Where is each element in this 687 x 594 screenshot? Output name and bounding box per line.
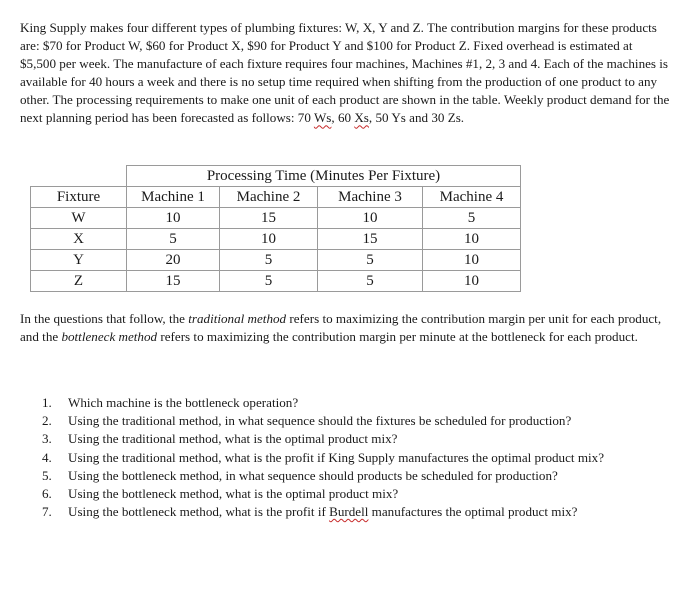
- table-cell: 10: [220, 229, 318, 250]
- question-name-burdell: Burdell: [329, 504, 369, 520]
- table-cell: 5: [220, 271, 318, 292]
- table-cell: 5: [318, 250, 423, 271]
- table-header-row: [31, 187, 521, 208]
- question-list: [20, 394, 670, 521]
- question-number: 6.: [42, 486, 52, 502]
- table-cell: 10: [423, 250, 521, 271]
- table-cell: 5: [127, 229, 220, 250]
- table-cell: 5: [318, 271, 423, 292]
- table-cell: 5: [423, 208, 521, 229]
- table-title: Processing Time (Minutes Per Fixture): [127, 166, 521, 187]
- table-cell: 20: [127, 250, 220, 271]
- question-text: Using the bottleneck method, in what sequence should products be scheduled for production?: [68, 467, 558, 483]
- bottleneck-method-term: bottleneck method: [61, 329, 158, 345]
- statement-xs: Xs: [354, 110, 369, 126]
- question-4: [20, 449, 670, 467]
- table-row: [31, 229, 521, 250]
- traditional-method-term: traditional method: [188, 311, 287, 326]
- question-text: Using the traditional method, what is the optimal product mix?: [68, 431, 398, 447]
- table-cell: 15: [220, 208, 318, 229]
- definitions-text-3: refers to maximizing the contribution margin per minute at the bottleneck for each product.: [157, 329, 638, 345]
- statement-text-1: King Supply makes four different types of plumbing fixtures: W, X, Y and Z. The contribution margins for these products are: $70 for Product W, $60 for Product X, $90 for Product Y and $100 for Product Z. Fixed overhead is estimated at $5,500 per week. The manufacture of each fixture requires four machines, Machines #1, 2, 3 and 4. Each of the machines is available for 40 hours a week and there is no setup time required when shifting from the production of one product to any other. The processing requirements to make one unit of each product are shown in the table. Weekly product demand for the next planning period has been forecasted as follows: 70: [20, 20, 670, 126]
- question-number: 1.: [42, 395, 52, 410]
- table-title-row: [31, 166, 521, 187]
- header-machine-2: Machine 2: [220, 187, 318, 208]
- table-cell: 10: [423, 271, 521, 292]
- processing-time-table: [30, 165, 521, 292]
- table-row: [31, 250, 521, 271]
- question-number: 3.: [42, 431, 52, 447]
- definitions-text-1: In the questions that follow, the: [20, 311, 189, 326]
- question-1: [20, 394, 670, 412]
- table-cell: X: [31, 229, 127, 250]
- question-text-before: Using the bottleneck method, what is the profit if: [68, 504, 330, 520]
- statement-text-2: , 60: [331, 110, 355, 126]
- question-text: Using the traditional method, in what sequence should the fixtures be scheduled for production?: [68, 413, 572, 429]
- table-row: [31, 271, 521, 292]
- question-text: Which machine is the bottleneck operation?: [68, 395, 299, 410]
- question-number: 7.: [42, 504, 52, 520]
- table-cell: 15: [318, 229, 423, 250]
- table-cell: Y: [31, 250, 127, 271]
- method-definitions: [20, 310, 670, 346]
- question-text: Using the traditional method, what is the profit if King Supply manufactures the optimal product mix?: [68, 449, 605, 465]
- table-cell: 15: [127, 271, 220, 292]
- problem-statement: [20, 19, 670, 128]
- question-number: 5.: [42, 467, 52, 483]
- question-6: [20, 485, 670, 503]
- header-machine-3: Machine 3: [318, 187, 423, 208]
- table-cell: 10: [318, 208, 423, 229]
- question-text-after: manufactures the optimal product mix?: [368, 504, 578, 520]
- definitions-text-2: refers to maximizing the contribution margin per unit for each product, and the: [20, 311, 662, 345]
- header-fixture: Fixture: [31, 187, 127, 208]
- header-machine-4: Machine 4: [423, 187, 521, 208]
- table-cell: 10: [423, 229, 521, 250]
- question-number: 2.: [42, 413, 52, 429]
- table-cell: Z: [31, 271, 127, 292]
- header-machine-1: Machine 1: [127, 187, 220, 208]
- table-cell: 5: [220, 250, 318, 271]
- question-3: [20, 430, 670, 448]
- question-7: [20, 503, 670, 521]
- statement-text-3: , 50 Ys and 30 Zs.: [368, 110, 465, 126]
- question-5: [20, 467, 670, 485]
- question-text: Using the bottleneck method, what is the optimal product mix?: [68, 486, 399, 502]
- table-cell: 10: [127, 208, 220, 229]
- question-2: [20, 412, 670, 430]
- table-corner-blank: [31, 166, 127, 187]
- question-number: 4.: [42, 449, 52, 465]
- table-cell: W: [31, 208, 127, 229]
- statement-ws: Ws: [313, 110, 332, 126]
- table-row: [31, 208, 521, 229]
